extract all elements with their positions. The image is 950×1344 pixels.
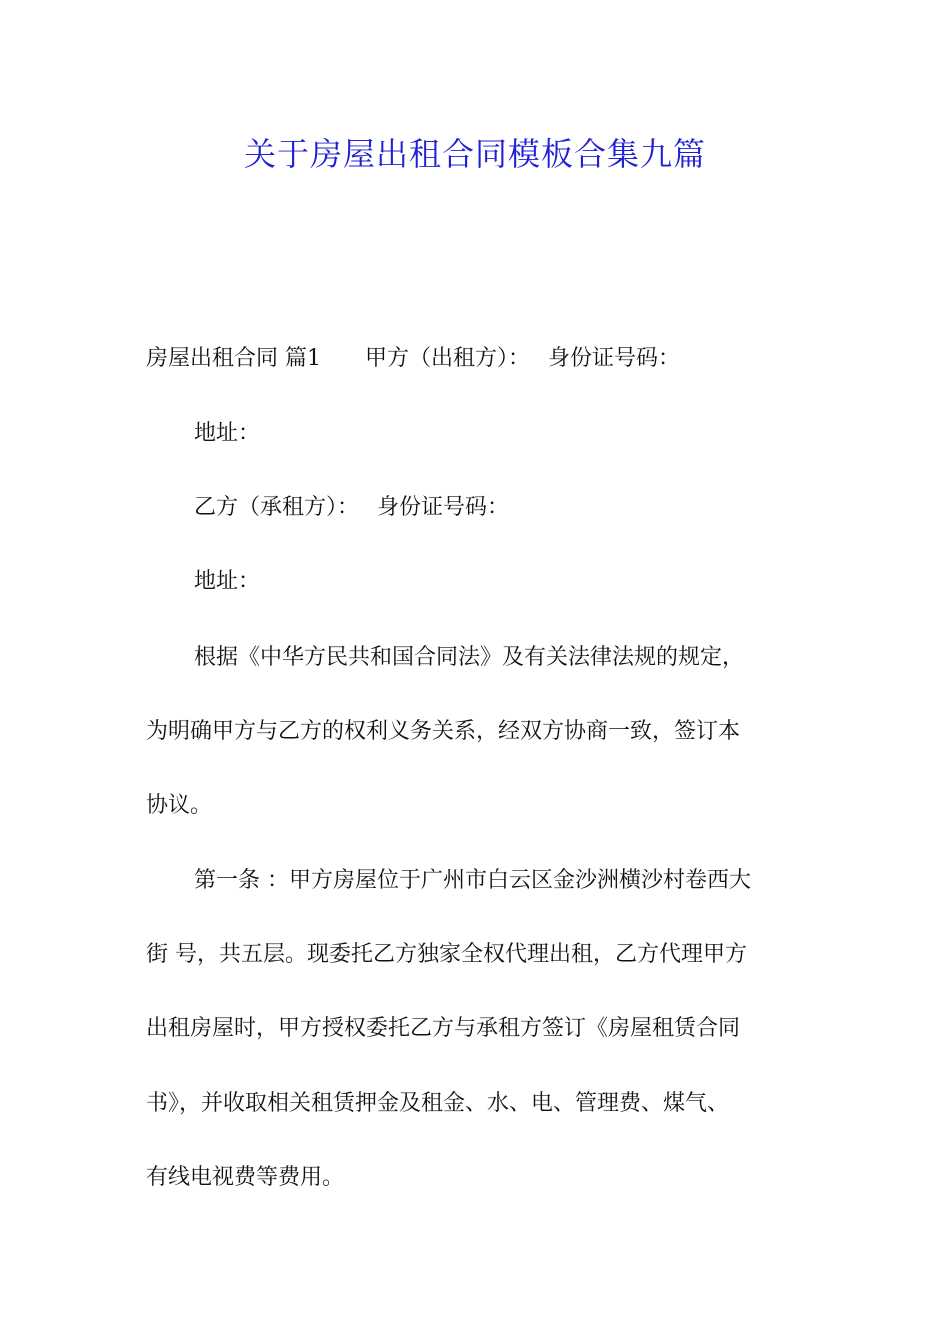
paragraph-1-line: 根据《中华方民共和国合同法》及有关法律法规的规定，: [194, 645, 745, 670]
party-a-id-label: 身份证号码：: [548, 346, 681, 371]
party-a-label: 甲方（出租方）：: [365, 346, 531, 371]
paragraph-2-line: 第一条 ：甲方房屋位于广州市白云区金沙洲横沙村卷西大: [194, 868, 751, 893]
paragraph-2-line: 出租房屋时，甲方授权委托乙方与承租方签订《房屋租赁合同: [146, 1016, 741, 1041]
party-a-address: 地址：: [194, 421, 261, 446]
section-label: 房屋出租合同 篇1: [146, 346, 321, 371]
party-b-id-label: 身份证号码：: [377, 495, 510, 520]
paragraph-2-line: 街 号，共五层。现委托乙方独家全权代理出租，乙方代理甲方: [146, 942, 747, 967]
paragraph-1-line: 协议。: [146, 793, 213, 818]
document-title: 关于房屋出租合同模板合集九篇: [243, 135, 706, 173]
paragraph-1-line: 为明确甲方与乙方的权利义务关系，经双方协商一致，签订本: [146, 719, 741, 744]
party-b-line: [194, 493, 509, 523]
contract-header-line: [146, 344, 680, 374]
party-b-address: 地址：: [194, 569, 261, 594]
paragraph-2-line: 有线电视费等费用。: [146, 1165, 345, 1190]
paragraph-2-line: 书》，并收取相关租赁押金及租金、水、电、管理费、煤气、: [146, 1091, 730, 1116]
party-b-label: 乙方（承租方）：: [194, 495, 360, 520]
